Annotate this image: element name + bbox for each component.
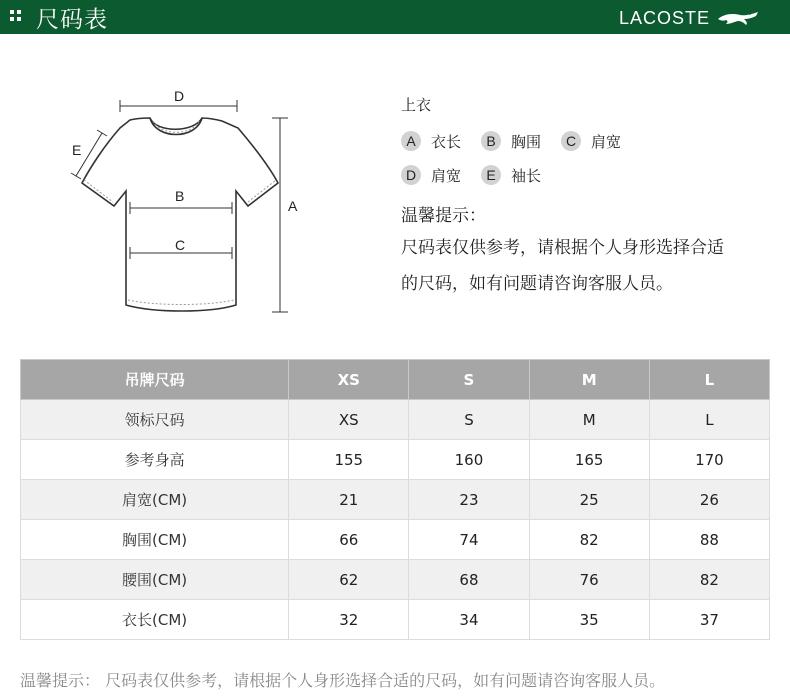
table-cell: 82 [529,520,649,560]
legend-row [401,163,781,187]
legend-text: 衣长 [431,132,462,151]
letter-badge: C [561,131,581,151]
label-b: B [175,188,185,204]
table-row [21,480,770,520]
label-a: A [288,198,298,214]
row-label: 领标尺码 [21,400,289,440]
table-cell: 155 [289,440,409,480]
label-e: E [72,142,82,158]
letter-badge: E [481,165,501,185]
table-cell: 74 [409,520,529,560]
tip-title: 温馨提示： [401,206,486,226]
legend-text: 袖长 [511,166,542,185]
table-cell: 25 [529,480,649,520]
table-cell: S [409,400,529,440]
table-cell: 35 [529,600,649,640]
legend-item [481,165,541,186]
garment-info [401,94,781,304]
footnote: 温馨提示： 尺码表仅供参考，请根据个人身形选择合适的尺码，如有问题请咨询客服人员。 [20,671,666,690]
column-header: S [409,360,529,400]
page-title: 尺码表 [36,7,108,33]
size-table [20,359,770,640]
table-cell: 170 [649,440,769,480]
table-cell: 66 [289,520,409,560]
label-c: C [175,237,186,253]
table-cell: 82 [649,560,769,600]
letter-badge: D [401,165,421,185]
label-d: D [174,88,185,104]
table-cell: 160 [409,440,529,480]
table-cell: 37 [649,600,769,640]
legend-row [401,129,781,153]
table-cell: 23 [409,480,529,520]
legend-text: 肩宽 [591,132,622,151]
table-cell: 88 [649,520,769,560]
table-cell: 21 [289,480,409,520]
table-cell: XS [289,400,409,440]
table-row [21,400,770,440]
tip-line-1: 尺码表仅供参考，请根据个人身形选择合适 [401,238,724,258]
grid-icon [10,10,22,22]
table-row [21,440,770,480]
table-cell: 76 [529,560,649,600]
table-row [21,560,770,600]
letter-badge: A [401,131,421,151]
legend-item [481,131,541,152]
tshirt-diagram [60,88,320,328]
table-row [21,600,770,640]
legend-text: 肩宽 [431,166,462,185]
table-cell: M [529,400,649,440]
table-cell: 32 [289,600,409,640]
table-row [21,520,770,560]
row-label: 肩宽(CM) [21,480,289,520]
table-cell: 62 [289,560,409,600]
row-label: 参考身高 [21,440,289,480]
crocodile-logo-icon [716,8,760,28]
column-header: M [529,360,649,400]
legend-item [561,131,621,152]
table-header-row [21,360,770,400]
section-title: 上衣 [401,96,432,114]
header-bar [0,0,790,34]
table-cell: 68 [409,560,529,600]
row-label: 衣长(CM) [21,600,289,640]
column-header: L [649,360,769,400]
table-cell: L [649,400,769,440]
column-header: 吊牌尺码 [21,360,289,400]
legend-item [401,165,461,186]
legend-text: 胸围 [511,132,542,151]
table-cell: 165 [529,440,649,480]
table-cell: 34 [409,600,529,640]
column-header: XS [289,360,409,400]
table-cell: 26 [649,480,769,520]
letter-badge: B [481,131,501,151]
brand-logo-text: LACOSTE [618,8,710,28]
tip-line-2: 的尺码，如有问题请咨询客服人员。 [401,274,673,294]
tshirt-illustration [60,88,320,328]
row-label: 胸围(CM) [21,520,289,560]
row-label: 腰围(CM) [21,560,289,600]
legend-item [401,131,461,152]
